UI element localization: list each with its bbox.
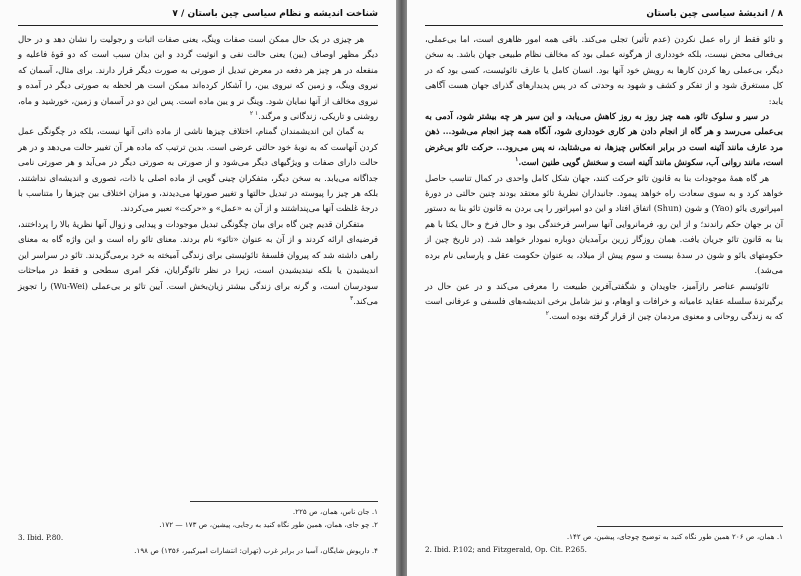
quote-text: در سیر و سلوک تائو، همه چیز روز به روز کاهش می‌یابد، و این سیر هر چه بیشتر شود، آدمی به بی‌عملی می‌رسد و هر گاه از انجام دادن هر کاری خودداری شود، آنگاه همه چیز انجام می‌شود... ذهن مرد عارف مانند آئینه است در برابر انعکاس چیزها، نه می‌شتابد، نه پس می‌رود... حرکت تائو بی‌غرض است، مانند روانی آب، سکونش مانند آئینه است و سخنش گویی طنین است. bbox=[425, 111, 783, 168]
page-header: شناخت اندیشه و نظام سیاسی چین باستان / ۷ bbox=[172, 9, 378, 19]
footnote: ۴. داریوش شایگان، آسیا در برابر غرب (تهران: انتشارات امیرکبیر، ۱۳۵۶) ص ۱۹۸. bbox=[134, 546, 378, 555]
footnote: 3. Ibid. P.80. bbox=[18, 533, 64, 542]
header-rule bbox=[425, 25, 783, 26]
paragraph-text: متفکران قدیم چین گاه برای بیان چگونگی تبدیل موجودات و پیدایی و زوال آنها نظریهٔ بالا را پرداختند، فرضیه‌ای ارائه کردند و از آن به عنوان «تائو» نام بردند. معنای تائو راه است و این واژه گاه به معنای راهی داشته شد که پیروان فلسفهٔ تائوئیستی برای زندگی آمیخته به خرد برمی‌گزیدند. تائو در سراسر این اندیشیدن یا بلکه نیندیشیدن است، زیرا در نظر تائوگرایان، فکر امری سطحی و فقط در مباحثات سودرسان است، و گرنه برای زندگی بیشتر زیان‌بخش است. آیین تائو بر بی‌عملی (Wu-Wei) را تجویز می‌کند. bbox=[18, 218, 378, 306]
page-header: ۸ / اندیشهٔ سیاسی چین باستان bbox=[646, 9, 783, 19]
footnote: ۱. جان ناس، همان، ص ۲۲۵. bbox=[292, 507, 378, 516]
left-page bbox=[0, 0, 396, 576]
paragraph-text: و تائو فقط از راه عمل نکردن (عدم تأثیر) تجلی می‌کند. باقی همه امور ظاهری است، اما بی‌عملی، بی‌فعالی محض نیست، بلکه خودداری از هرگونه عملی بود که مخالف نظام طبیعی جهان باشد. به سخن دیگر، بی‌عملی رها کردن کارها به رویش خود آنها بود. انسان کامل یا عارف تائوئیست، کسی بود که در کل مستغرق شود و از تفکر و کشف و شهود به وحدتی که در پس پدیدارهای گذرای جهان هست آگاهی یابد: bbox=[425, 34, 783, 106]
page-body bbox=[425, 32, 783, 325]
page-body bbox=[18, 32, 378, 309]
footnotes bbox=[425, 530, 783, 556]
footnote: 2. Ibid. P.102; and Fitzgerald, Op. Cit. P.265. bbox=[425, 545, 587, 554]
block-quote bbox=[425, 109, 783, 171]
footnote: ۲. چو جای، همان، همین طور نگاه کنید به رجایی، پیشین، ص ۱۷۳ — ۱۷۲. bbox=[159, 520, 378, 529]
footnote-rule bbox=[190, 501, 378, 502]
footnote-ref: ۲ bbox=[545, 310, 549, 318]
paragraph-text: تائوئیسم عناصر رازآمیز، جاویدان و شگفتی‌آفرین طبیعت را معرفی می‌کند و در عین حال در برگیرندهٔ سلسله عقاید عامیانه و خرافات و اوهام، و نیز شامل برخی اندیشه‌های فلسفی و عرفانی است که به زندگی روحانی و معنوی مردمان چین از قرار گرفته بوده است. bbox=[425, 280, 783, 322]
paragraph bbox=[425, 32, 783, 109]
footnotes bbox=[18, 505, 378, 557]
paragraph bbox=[18, 124, 378, 216]
paragraph bbox=[425, 171, 783, 279]
paragraph-text: هر چیزی در یک حال ممکن است صفات وینگ، یعنی صفات اثبات و رجولیت را نشان دهد و در حال دیگر مظهر اوصاف (یین) یعنی حالت نفی و انوثیت گردد و این بدان سبب است که دو قوهٔ فاعلیه و منفعله در هر چیز هر دفعه در معرض تبدیل از صورتی به صورت دیگر قرار دارند. برای مثال، آسمان که نیروی وینگ، و زمین که نیروی یین، را آشکار کرده‌اند ممکن است هر لحظه به صورتی دیگر در آمده و نیروی مخالف از آنها نمایان شود. وینگ نر و یین ماده است. پس این دو در آسمان و زمین، خورشید و ماه، روشنی و تاریکی، زندگانی و مرگند. bbox=[18, 34, 378, 122]
right-page bbox=[407, 0, 801, 576]
paragraph bbox=[18, 32, 378, 124]
paragraph-text: به گمان این اندیشمندان گمنام، اختلاف چیزها ناشی از ماده ذاتی آنها نیست، بلکه در چگونگی عمل کردن آنهاست که به نوبهٔ خود حالتی عرضی است. بدین ترتیب که ماده هر آن تغییر حالت می‌دهد و در هر حالت دارای صفات و ویژگیهای دیگر می‌شود و از صورتی به صورتی دیگر در می‌آید و هر صورتی نامی جداگانه می‌یابد. به سخن دیگر، متفکران چینی گویی از ماده اصلی یا ذات، تصوری و اندیشه‌ای نداشتند، بلکه هر چیز را پیوسته در تبدیل حالتها و تغییر صورتها می‌دیدند، و میزان اختلاف بین چیزها را متناسب با درجهٔ غلظت آنها می‌پنداشتند و از آن به «عمل» و «حرکت» تعبیر می‌کردند. bbox=[18, 126, 378, 214]
paragraph bbox=[425, 279, 783, 325]
footnote-rule bbox=[597, 526, 783, 527]
footnote-ref: ۱ bbox=[515, 156, 519, 164]
footnote-ref: ۳ bbox=[349, 295, 354, 303]
book-gutter bbox=[396, 0, 407, 576]
paragraph bbox=[18, 217, 378, 309]
header-rule bbox=[18, 25, 378, 26]
paragraph-text: هر گاه همهٔ موجودات بنا به قانون تائو حرکت کنند، جهان شکل کامل واحدی در کمال تناسب حاصل خواهد کرد و به سوی سعادت راه خواهد پیمود. جانبداران نظریهٔ تائو معتقد بودند چنین حالتی در دورهٔ امپراتوری یائو (Yao) و شون (Shun) اتفاق افتاد و این دو امپراتور را پی بردن به قانون تائو بنا به دستور آن بر جهان حکم راندند؛ و از این رو، فرمانروایی آنها سراسر فرخندگی بود و حال فرخ و حال یکتا با هم بنا به قانون تائو جریان یافت. همان روزگار زرین برآمدیان دوباره نمودار خواهد شد. (در تاریخ چین از حکومتهای یائو و شون در سدهٔ بیست و سوم پیش از میلاد، به عنوان حکومت عقل و پارسایی نام برده می‌شد). bbox=[425, 172, 783, 276]
footnote: ۱. همان، ص ۲۰۶ همین طور نگاه کنید به توضیح چوجای، پیشین، ص ۱۴۲. bbox=[566, 532, 783, 541]
footnote-ref: ۱ ۲ bbox=[249, 110, 259, 118]
